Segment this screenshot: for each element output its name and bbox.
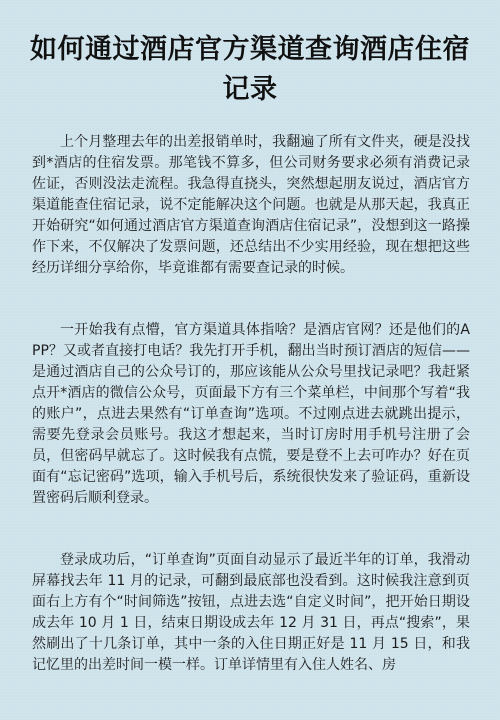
paragraph-2: 一开始我有点懵，官方渠道具体指啥？是酒店官网？还是他们的APP？又或者直接打电话？我先打开手机，翻出当时预订酒店的短信——是通过酒店自己的公众号订的，那应该能从公众号里找记录吧？我赶紧点开*酒店的微信公众号，页面最下方有三个菜单栏，中间那个写着“我的账户”，点进去果然有“订单查询”选项。不过刚点进去就跳出提示，需要先登录会员账号。我这才想起来，当时订房时用手机号注册了会员，但密码早就忘了。这时候我有点慌，要是登不上去可咋办？好在页面有“忘记密码”选项，输入手机号后，系统很快发来了验证码，重新设置密码后顺利登录。	[32, 322, 470, 506]
paragraph-1: 上个月整理去年的出差报销单时，我翻遍了所有文件夹，硬是没找到*酒店的住宿发票。那笔钱不算多，但公司财务要求必须有消费记录佐证，否则没法走流程。我急得直挠头，突然想起朋友说过，酒店官方渠道能查住宿记录，说不定能解决这个问题。也就是从那天起，我真正开始研究“如何通过酒店官方渠道查询酒店住宿记录”，没想到这一路操作下来，不仅解决了发票问题，还总结出不少实用经验，现在想把这些经历详细分享给你，毕竟谁都有需要查记录的时候。	[32, 134, 470, 276]
paragraph-3: 登录成功后，“订单查询”页面自动显示了最近半年的订单，我滑动屏幕找去年 11 月的记录，可翻到最底部也没看到。这时候我注意到页面右上方有个“时间筛选”按钮，点进去选“自定义时间”，把开始日期设成去年 10 月 1 日，结束日期设成去年 12 月 31 日，再点“搜索”，果然刷出了十几条订单，其中一条的入住日期正好是 11 月 15 日，和我记忆里的出差时间一模一样。订单详情里有入住人姓名、房	[32, 552, 470, 673]
page-title: 如何通过酒店官方渠道查询酒店住宿记录	[30, 34, 470, 105]
